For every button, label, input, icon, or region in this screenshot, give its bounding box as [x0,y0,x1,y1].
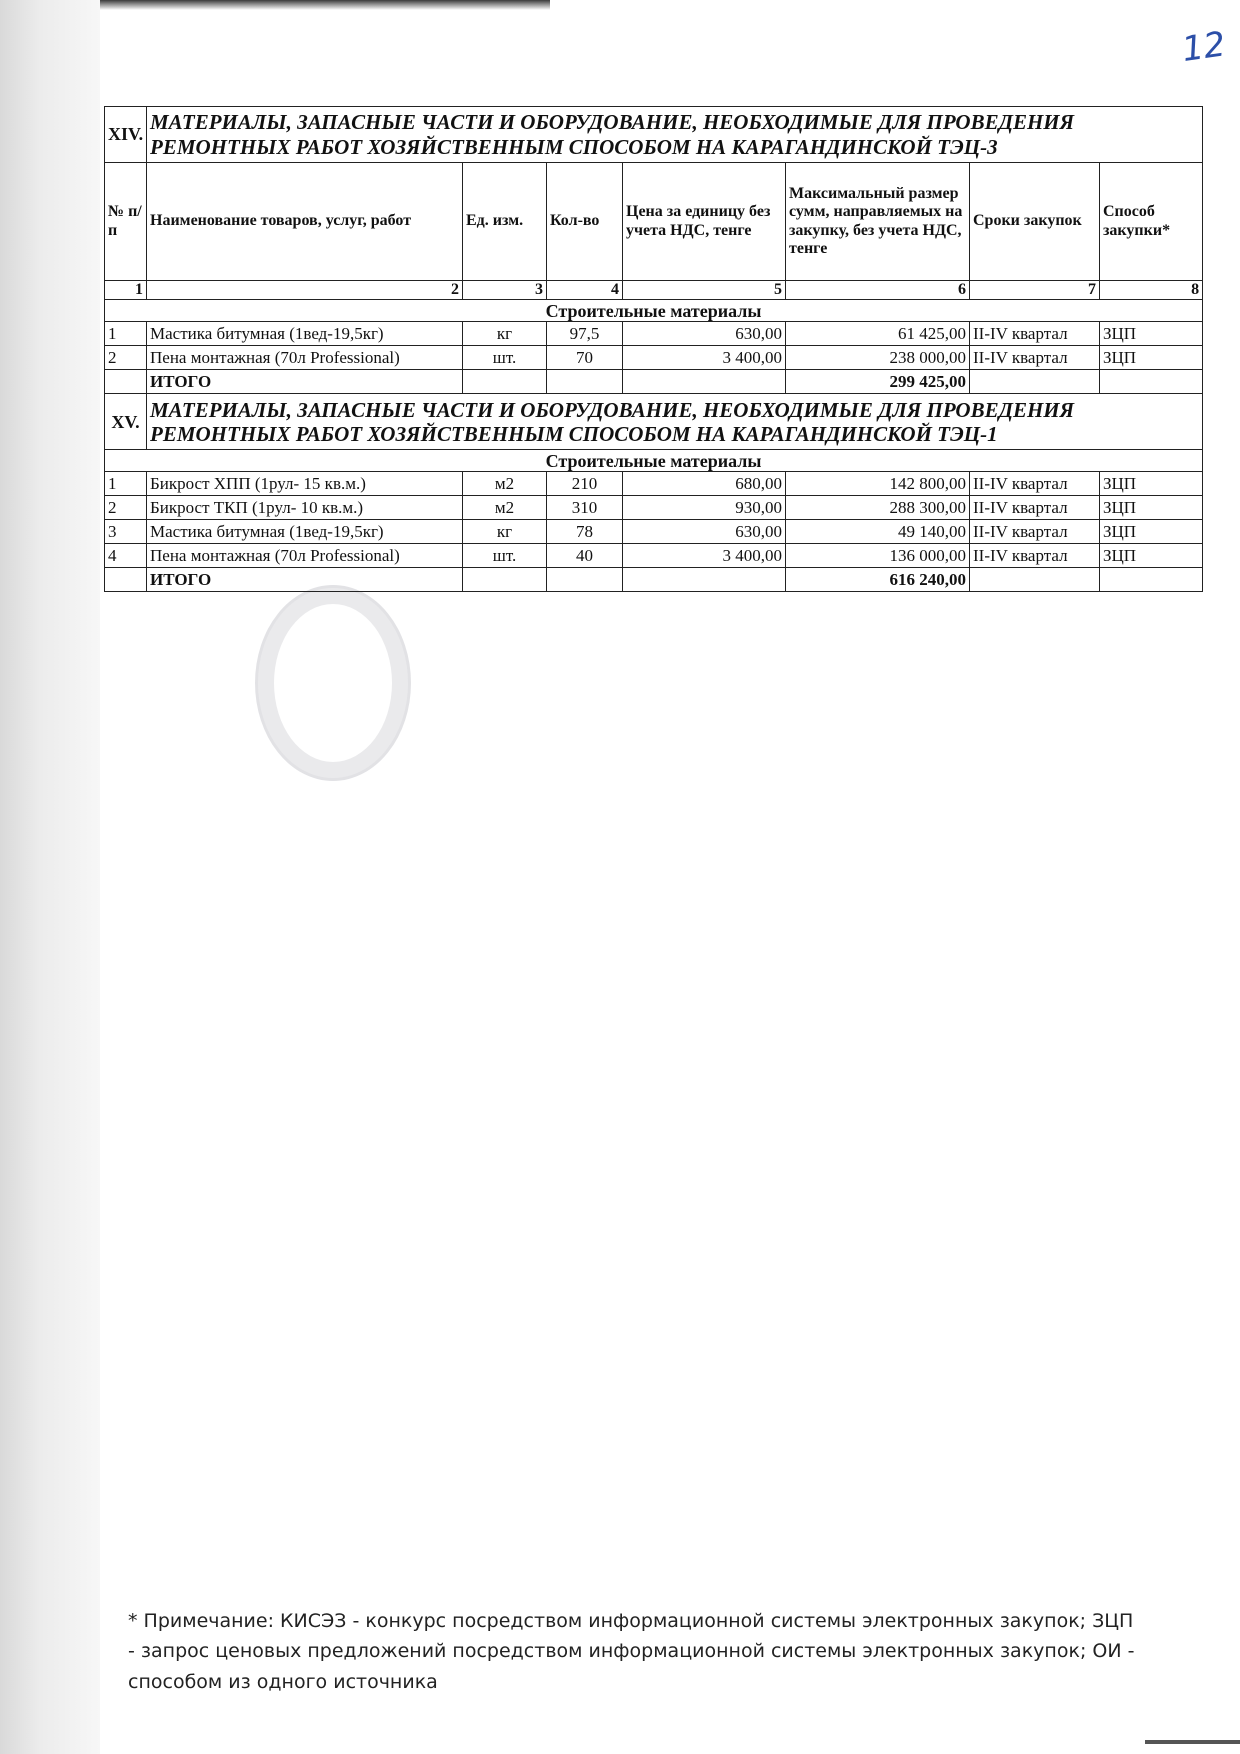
column-header-name: Наименование товаров, услуг, работ [147,163,463,281]
row-terms: II-IV квартал [970,346,1100,370]
total-empty-cell [463,568,547,592]
scan-shadow-top [100,0,550,10]
table-row [105,472,1203,496]
table-body [105,107,1203,592]
row-method: ЗЦП [1100,496,1203,520]
scan-shadow-left [0,0,100,1754]
column-number: 7 [970,281,1100,300]
column-number: 1 [105,281,147,300]
section-title: МАТЕРИАЛЫ, ЗАПАСНЫЕ ЧАСТИ И ОБОРУДОВАНИЕ, НЕОБХОДИМЫЕ ДЛЯ ПРОВЕДЕНИЯ РЕМОНТНЫХ РАБОТ ХОЗЯЙСТВЕННЫМ СПОСОБОМ НА КАРАГАНДИНСКОЙ ТЭЦ-1 [147,394,1203,450]
row-unit: шт. [463,346,547,370]
category-label: Строительные материалы [105,300,1203,322]
total-empty-cell [970,568,1100,592]
row-terms: II-IV квартал [970,472,1100,496]
column-number: 5 [623,281,786,300]
category-label: Строительные материалы [105,450,1203,472]
row-qty: 40 [547,544,623,568]
total-empty-cell [1100,568,1203,592]
row-method: ЗЦП [1100,520,1203,544]
row-method: ЗЦП [1100,346,1203,370]
table-row [105,544,1203,568]
column-header-price: Цена за единицу без учета НДС, тенге [623,163,786,281]
scan-shadow-bottom [1145,1740,1240,1744]
total-label: ИТОГО [147,568,463,592]
row-qty: 310 [547,496,623,520]
total-value: 616 240,00 [786,568,970,592]
faded-stamp [255,585,411,781]
row-terms: II-IV квартал [970,520,1100,544]
row-method: ЗЦП [1100,544,1203,568]
total-empty-cell [105,568,147,592]
section-title: МАТЕРИАЛЫ, ЗАПАСНЫЕ ЧАСТИ И ОБОРУДОВАНИЕ, НЕОБХОДИМЫЕ ДЛЯ ПРОВЕДЕНИЯ РЕМОНТНЫХ РАБОТ ХОЗЯЙСТВЕННЫМ СПОСОБОМ НА КАРАГАНДИНСКОЙ ТЭЦ-3 [147,107,1203,163]
row-name: Пена монтажная (70л Professional) [147,544,463,568]
row-number: 1 [105,322,147,346]
row-unit: кг [463,322,547,346]
row-unit: шт. [463,544,547,568]
row-name: Пена монтажная (70л Professional) [147,346,463,370]
total-empty-cell [623,370,786,394]
column-header-qty: Кол-во [547,163,623,281]
column-header-row [105,163,1203,281]
row-sum: 238 000,00 [786,346,970,370]
table-row [105,496,1203,520]
total-value: 299 425,00 [786,370,970,394]
row-sum: 61 425,00 [786,322,970,346]
row-price: 930,00 [623,496,786,520]
total-empty-cell [970,370,1100,394]
column-number: 6 [786,281,970,300]
row-terms: II-IV квартал [970,496,1100,520]
column-number: 4 [547,281,623,300]
row-qty: 210 [547,472,623,496]
row-qty: 78 [547,520,623,544]
total-empty-cell [463,370,547,394]
row-number: 2 [105,496,147,520]
row-unit: кг [463,520,547,544]
row-name: Мастика битумная (1вед-19,5кг) [147,322,463,346]
row-method: ЗЦП [1100,472,1203,496]
row-unit: м2 [463,472,547,496]
column-header-unit: Ед. изм. [463,163,547,281]
column-header-method: Способ закупки* [1100,163,1203,281]
total-empty-cell [1100,370,1203,394]
row-price: 3 400,00 [623,544,786,568]
section-number: XV. [105,394,147,450]
row-price: 680,00 [623,472,786,496]
table-row [105,322,1203,346]
handwritten-page-number: 12 [1179,24,1228,70]
footnote: * Примечание: КИСЭЗ - конкурс посредством информационной системы электронных закупок; ЗЦП - запрос ценовых предложений посредством информационной системы электронных закупок; ОИ - способом из одного источника [128,1610,1135,1693]
total-empty-cell [547,370,623,394]
row-terms: II-IV квартал [970,322,1100,346]
column-header-max-sum: Максимальный размер сумм, направляемых на закупку, без учета НДС, тенге [786,163,970,281]
column-number-row [105,281,1203,300]
column-header-terms: Сроки закупок [970,163,1100,281]
column-number: 2 [147,281,463,300]
section-header [105,394,1203,450]
row-name: Бикрост ХПП (1рул- 15 кв.м.) [147,472,463,496]
row-number: 2 [105,346,147,370]
row-unit: м2 [463,496,547,520]
section-header [105,107,1203,163]
row-number: 4 [105,544,147,568]
column-number: 8 [1100,281,1203,300]
total-label: ИТОГО [147,370,463,394]
row-sum: 142 800,00 [786,472,970,496]
row-sum: 49 140,00 [786,520,970,544]
row-name: Мастика битумная (1вед-19,5кг) [147,520,463,544]
table-row [105,346,1203,370]
row-number: 1 [105,472,147,496]
total-empty-cell [547,568,623,592]
row-method: ЗЦП [1100,322,1203,346]
row-number: 3 [105,520,147,544]
procurement-table [104,106,1203,592]
table-row [105,520,1203,544]
section-number: XIV. [105,107,147,163]
row-price: 630,00 [623,322,786,346]
total-row [105,370,1203,394]
column-number: 3 [463,281,547,300]
row-name: Бикрост ТКП (1рул- 10 кв.м.) [147,496,463,520]
row-sum: 136 000,00 [786,544,970,568]
row-sum: 288 300,00 [786,496,970,520]
column-header-num: № п/п [105,163,147,281]
category-row [105,300,1203,322]
category-row [105,450,1203,472]
row-qty: 70 [547,346,623,370]
total-empty-cell [105,370,147,394]
row-price: 630,00 [623,520,786,544]
total-row [105,568,1203,592]
row-terms: II-IV квартал [970,544,1100,568]
total-empty-cell [623,568,786,592]
row-qty: 97,5 [547,322,623,346]
row-price: 3 400,00 [623,346,786,370]
